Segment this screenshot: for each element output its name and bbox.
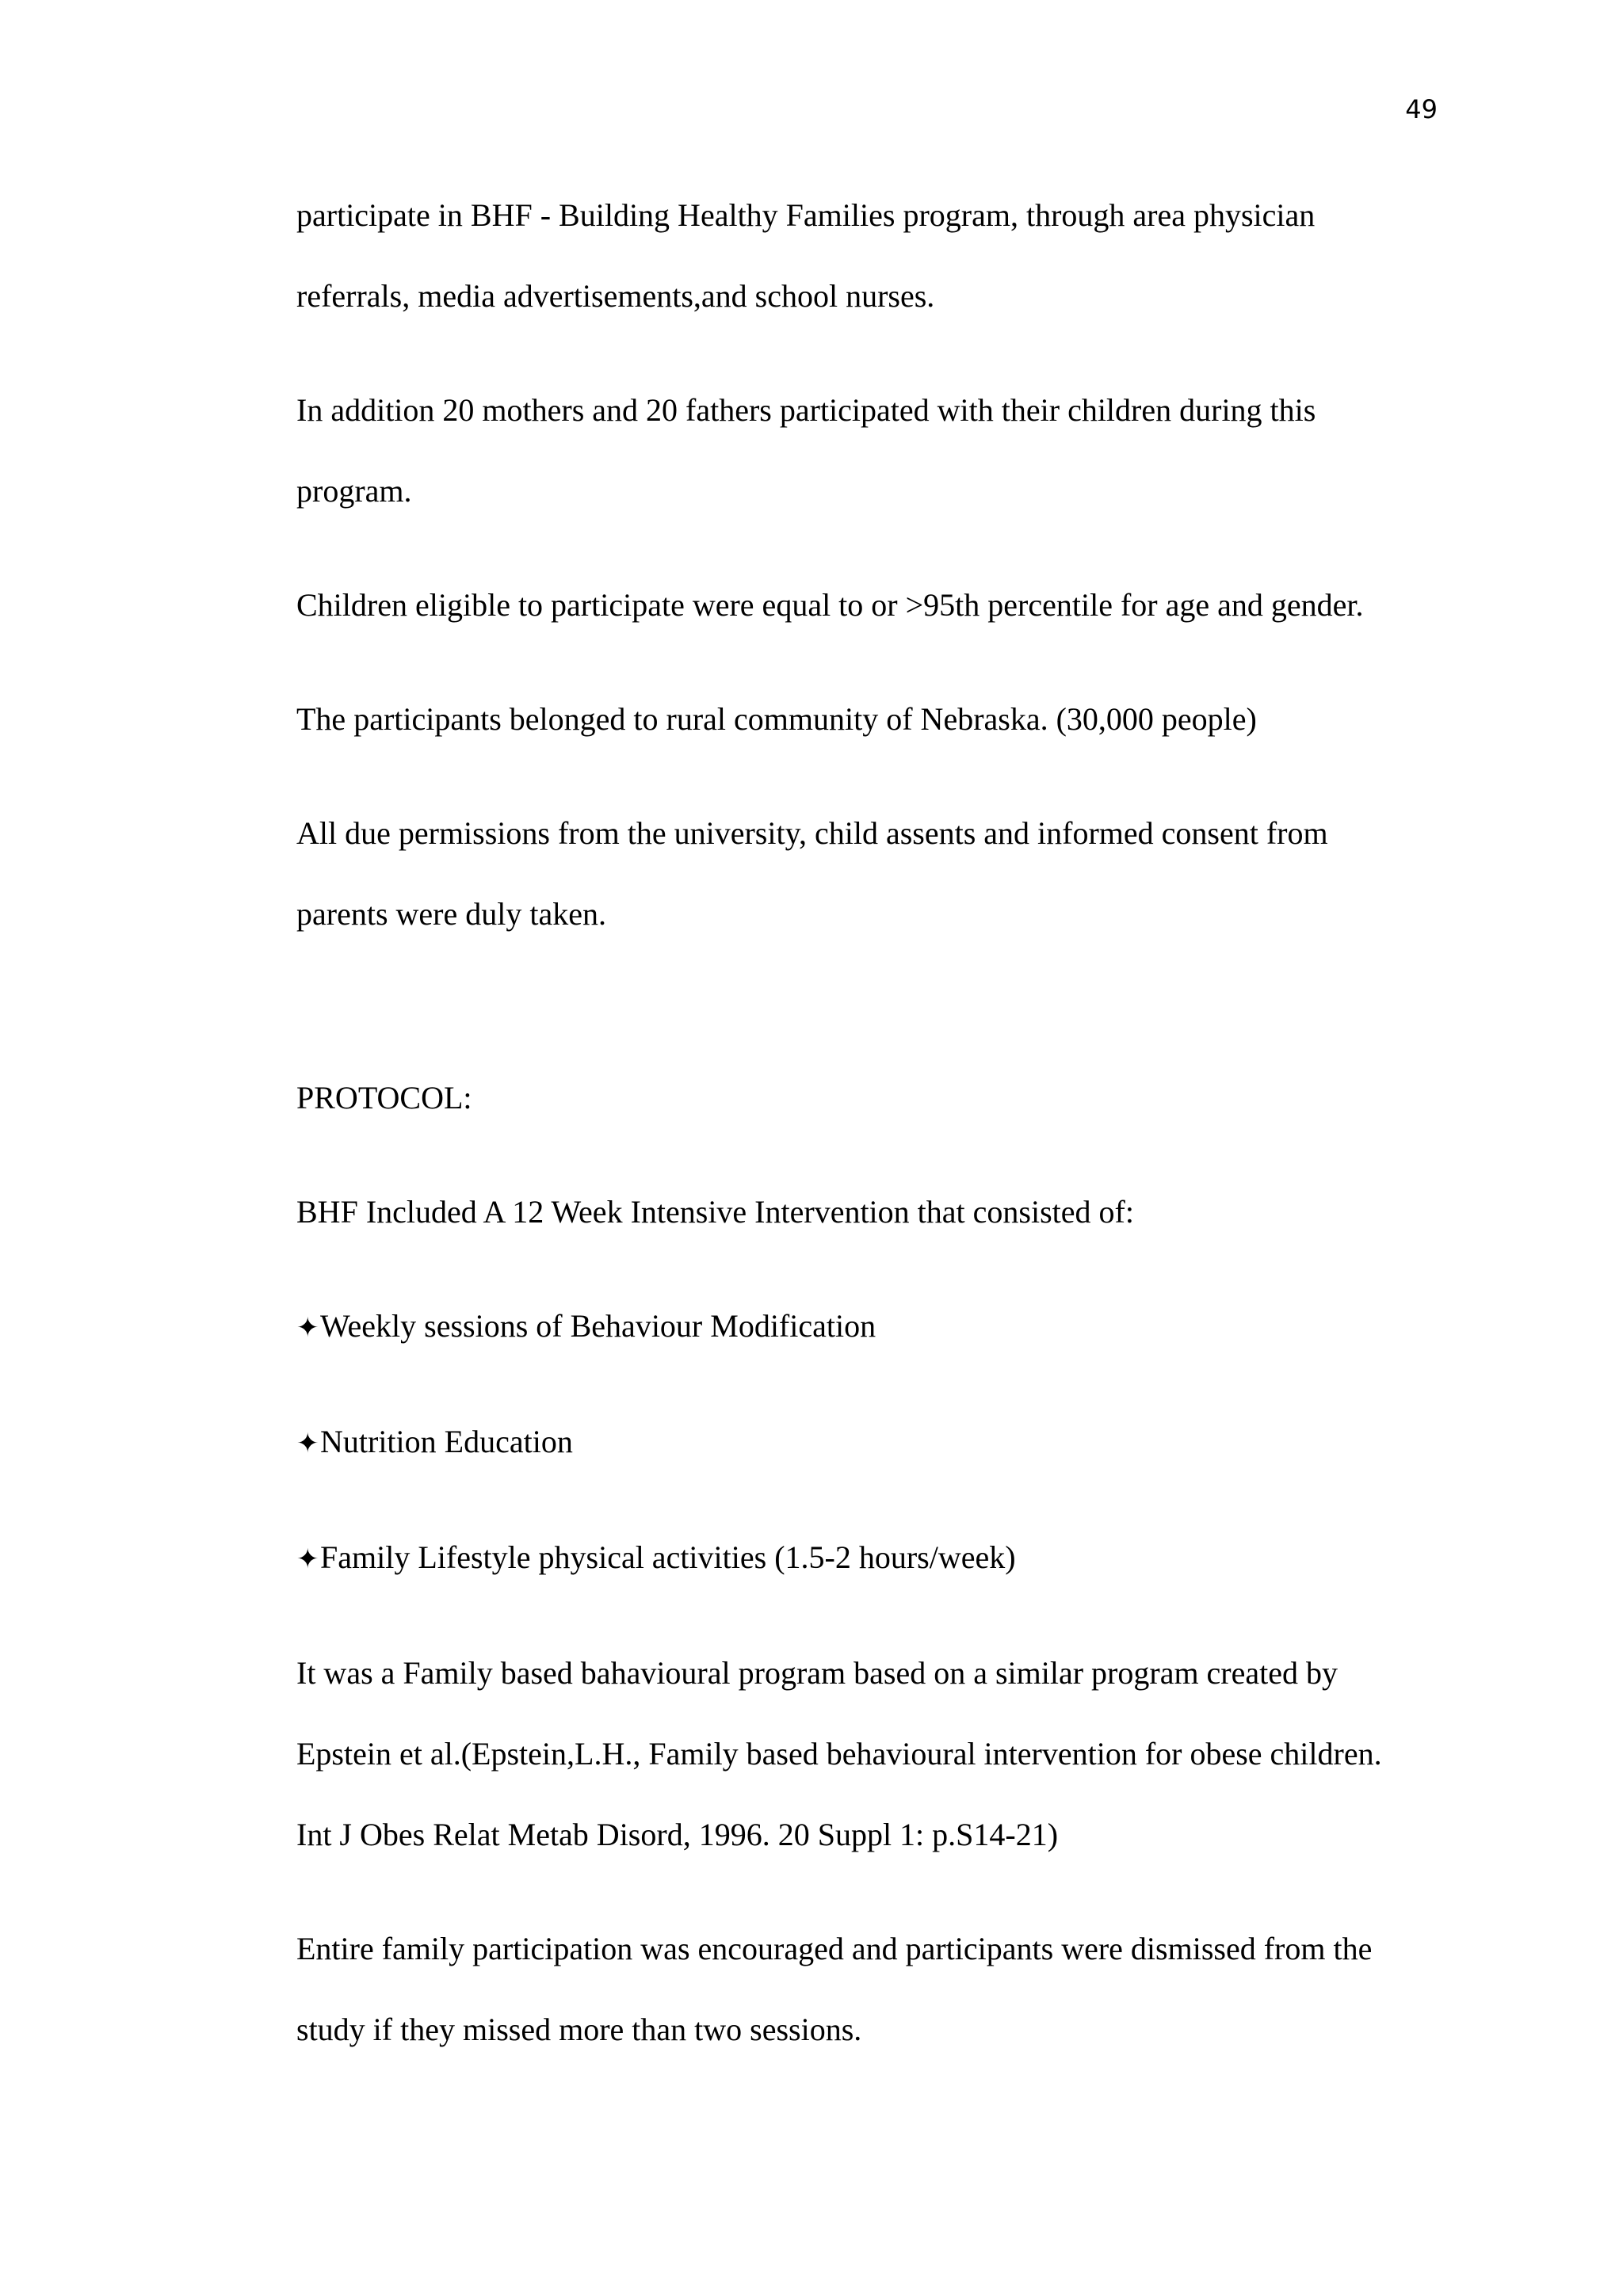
protocol-intro: BHF Included A 12 Week Intensive Intervention that consisted of: [296,1194,1134,1230]
bullet-text: Nutrition Education [320,1424,573,1459]
text-line: Epstein et al.(Epstein,L.H., Family based behavioural intervention for obese children. [296,1736,1382,1772]
paragraph-recruitment [296,195,1453,317]
text-line: parents were duly taken. [296,896,606,932]
text-line: study if they missed more than two sessions. [296,2012,862,2047]
paragraph-eligibility: Children eligible to participate were equal to or >95th percentile for age and gender. [296,587,1364,623]
four-point-star-icon: ✦ [296,1428,319,1459]
paragraph-parents [296,390,1453,512]
document-body [296,195,1453,2123]
bullet-item [296,1421,1453,1464]
text-line: All due permissions from the university, child assents and informed consent from [296,815,1328,851]
text-line: Entire family participation was encouraged and participants were dismissed from the [296,1931,1373,1966]
section-heading-protocol: PROTOCOL: [296,1080,472,1116]
text-line: It was a Family based bahavioural program based on a similar program created by [296,1655,1338,1691]
four-point-star-icon: ✦ [296,1312,319,1344]
text-line: program. [296,473,412,509]
paragraph-epstein [296,1653,1453,1855]
text-line: participate in BHF - Building Healthy Families program, through area physician [296,197,1316,233]
bullet-item [296,1306,1453,1348]
text-line: Int J Obes Relat Metab Disord, 1996. 20 Suppl 1: p.S14-21) [296,1817,1059,1852]
bullet-text: Weekly sessions of Behaviour Modification [320,1308,876,1344]
page-number: 49 [1405,94,1438,124]
paragraph-permissions [296,813,1453,935]
bullet-text: Family Lifestyle physical activities (1.5-2 hours/week) [320,1539,1016,1575]
paragraph-community: The participants belonged to rural community of Nebraska. (30,000 people) [296,701,1257,737]
four-point-star-icon: ✦ [296,1543,319,1575]
bullet-item [296,1537,1453,1580]
paragraph-participation [296,1928,1453,2050]
text-line: referrals, media advertisements,and school nurses. [296,278,935,314]
text-line: In addition 20 mothers and 20 fathers participated with their children during this [296,392,1316,428]
